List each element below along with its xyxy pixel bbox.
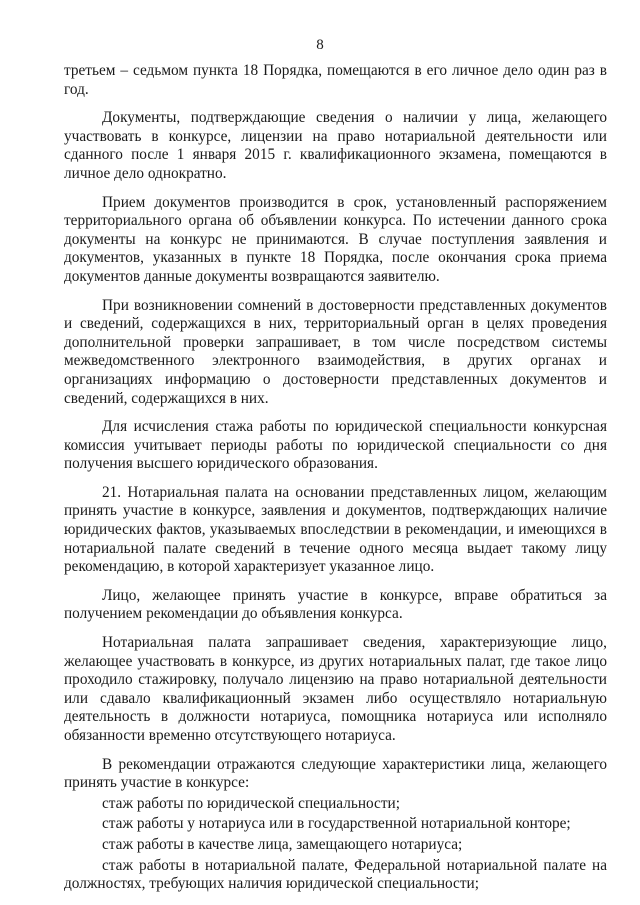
paragraph-recommendation-characteristics: В рекомендации отражаются следующие характеристики лица, желающего принять участие в конкурсе: [64,755,607,792]
list-item: стаж работы в качестве лица, замещающего нотариуса; [102,835,463,853]
paragraph-continuation: третьем – седьмом пункта 18 Порядка, помещаются в его личное дело один раз в год. [64,62,607,98]
list-item: стаж работы в нотариальной палате, Федеральной нотариальной палате на должностях, требующих наличия юридической специальности; [64,856,607,893]
paragraph-request-before-announcement: Лицо, желающее принять участие в конкурсе, вправе обратиться за получением рекомендации до объявления конкурса. [64,586,607,623]
paragraph-21-recommendation: 21. Нотариальная палата на основании представленных лицом, желающим принять участие в конкурсе, заявления и документов, подтверждающих наличие юридических фактов, указываемых впоследствии в рекомендации, и имеющихся в нотариальной палате сведений в течение одного месяца выдает такому лицу рекомендацию, в которой характеризует указанное лицо. [64,483,607,576]
document-body [64,62,607,896]
paragraph-requests-other-chambers: Нотариальная палата запрашивает сведения, характеризующие лицо, желающее участвовать в конкурсе, из других нотариальных палат, где такое лицо проходило стажировку, получало лицензию на право нотариальной деятельности или сдавало квалификационный экзамен либо осуществляло нотариальную деятельность в должности нотариуса, помощника нотариуса или исполняло обязанности временно отсутствующего нотариуса. [64,634,607,744]
list-item: стаж работы у нотариуса или в государственной нотариальной конторе; [102,815,571,833]
paragraph-experience-calculation: Для исчисления стажа работы по юридической специальности конкурсная комиссия учитывает периоды работы по юридической специальности со дня получения высшего юридического образования. [64,418,607,473]
list-item: стаж работы по юридической специальности; [102,794,400,812]
page-number: 8 [316,37,324,53]
paragraph-document-acceptance: Прием документов производится в срок, установленный распоряжением территориального органа об объявлении конкурса. По истечении данного срока документы на конкурс не принимаются. В случае поступления заявления и документов, указанных в пункте 18 Порядка, после окончания срока приема документов данные документы возвращаются заявителю. [64,193,607,285]
paragraph-verification: При возникновении сомнений в достоверности представленных документов и сведений, содержащихся в них, территориальный орган в целях проведения дополнительной проверки запрашивает, в том числе посредством системы межведомственного электронного взаимодействия, в других органах и организациях информацию о достоверности представленных документов и сведений, содержащихся в них. [64,296,607,407]
paragraph-license-documents: Документы, подтверждающие сведения о наличии у лица, желающего участвовать в конкурсе, лицензии на право нотариальной деятельности или сданного после 1 января 2015 г. квалификационного экзамена, помещаются в личное дело однократно. [64,109,607,182]
